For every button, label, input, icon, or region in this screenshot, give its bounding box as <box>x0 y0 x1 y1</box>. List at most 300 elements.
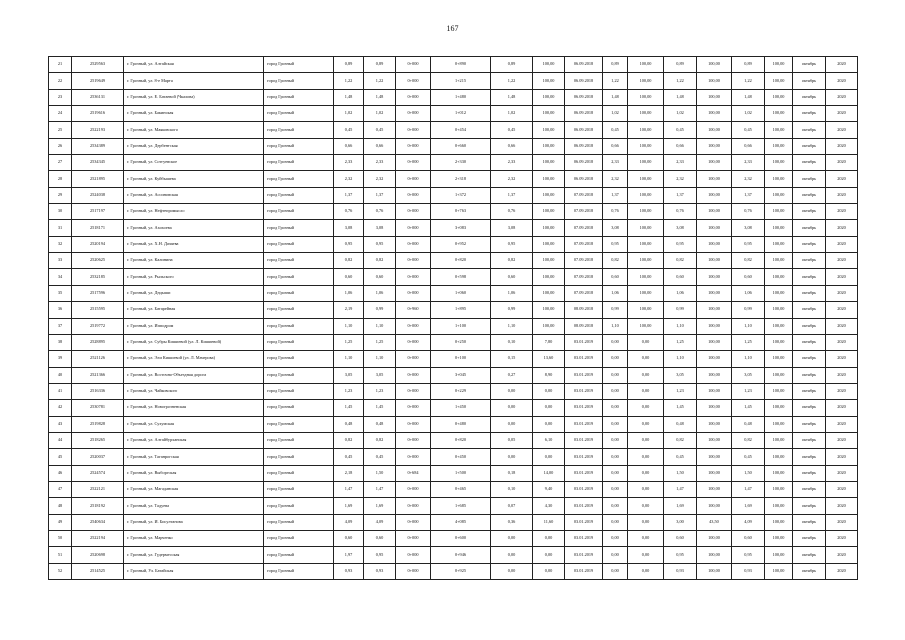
cell-road-id: 2517596 <box>72 285 124 301</box>
cell-row-number: 23 <box>49 89 72 105</box>
cell-year: 2020 <box>826 187 858 203</box>
cell-year: 2020 <box>826 171 858 187</box>
cell-section-length: 1,06 <box>364 285 396 301</box>
table-row <box>49 253 858 269</box>
cell-end-chainage: 0+450 <box>431 449 491 465</box>
cell-start-chainage: 0+000 <box>396 253 431 269</box>
cell-total-length: 1,48 <box>334 89 364 105</box>
cell-start-chainage: 0+000 <box>396 122 431 138</box>
cell-year: 2020 <box>826 547 858 563</box>
table-row <box>49 187 858 203</box>
cell-start-chainage: 0+000 <box>396 416 431 432</box>
cell-territory: город Грозный <box>264 383 334 399</box>
cell-percent-2019: 100,00 <box>697 122 732 138</box>
cell-year: 2020 <box>826 563 858 579</box>
cell-repaired-length: 0,15 <box>491 351 533 367</box>
cell-address: г. Грозный, ул. Таганрогская <box>124 449 264 465</box>
cell-total-length: 1,23 <box>334 383 364 399</box>
cell-address: г. Грозный, ул. Бакинская <box>124 106 264 122</box>
cell-percent-2020: 100,00 <box>765 302 793 318</box>
cell-row-number: 25 <box>49 122 72 138</box>
cell-territory: город Грозный <box>264 530 334 546</box>
cell-length-2020: 0,76 <box>732 204 765 220</box>
cell-repaired-percent: 100,00 <box>533 302 565 318</box>
cell-territory: город Грозный <box>264 432 334 448</box>
cell-length-2018: 0,82 <box>603 253 628 269</box>
cell-year: 2020 <box>826 530 858 546</box>
cell-territory: город Грозный <box>264 122 334 138</box>
cell-address: г. Грозный, Ул. Батайская <box>124 563 264 579</box>
table-row <box>49 57 858 73</box>
cell-repaired-length: 0,00 <box>491 416 533 432</box>
cell-year: 2020 <box>826 383 858 399</box>
cell-length-2019: 1,06 <box>664 285 697 301</box>
cell-road-id: 2524574 <box>72 465 124 481</box>
cell-length-2019: 1,48 <box>664 89 697 105</box>
cell-percent-2019: 100,00 <box>697 220 732 236</box>
cell-address: г. Грозный, ул. Тадуева <box>124 498 264 514</box>
cell-inspection-date: 03.01.2019 <box>565 449 603 465</box>
cell-percent-2018: 0,00 <box>628 449 664 465</box>
cell-year: 2020 <box>826 89 858 105</box>
cell-inspection-date: 03.01.2019 <box>565 416 603 432</box>
cell-inspection-date: 03.01.2019 <box>565 481 603 497</box>
cell-total-length: 0,60 <box>334 269 364 285</box>
cell-percent-2018: 100,00 <box>628 73 664 89</box>
cell-percent-2019: 100,00 <box>697 547 732 563</box>
cell-territory: город Грозный <box>264 400 334 416</box>
cell-percent-2018: 100,00 <box>628 253 664 269</box>
cell-percent-2018: 0,00 <box>628 547 664 563</box>
cell-repaired-percent: 0,00 <box>533 416 565 432</box>
cell-length-2018: 1,37 <box>603 187 628 203</box>
cell-month: октябрь <box>793 285 826 301</box>
cell-month: октябрь <box>793 498 826 514</box>
cell-road-id: 2530781 <box>72 400 124 416</box>
cell-start-chainage: 0+000 <box>396 171 431 187</box>
cell-repaired-length: 0,00 <box>491 563 533 579</box>
cell-road-id: 2520037 <box>72 449 124 465</box>
cell-repaired-length: 0,00 <box>491 547 533 563</box>
cell-end-chainage: 1+480 <box>431 89 491 105</box>
table-row <box>49 236 858 252</box>
cell-section-length: 4,09 <box>364 514 396 530</box>
cell-percent-2020: 100,00 <box>765 449 793 465</box>
road-repair-table <box>48 56 858 580</box>
cell-length-2018: 0,00 <box>603 383 628 399</box>
cell-percent-2019: 100,00 <box>697 367 732 383</box>
cell-percent-2018: 100,00 <box>628 155 664 171</box>
cell-percent-2020: 100,00 <box>765 155 793 171</box>
cell-inspection-date: 06.09.2018 <box>565 57 603 73</box>
cell-year: 2020 <box>826 236 858 252</box>
cell-row-number: 50 <box>49 530 72 546</box>
cell-length-2020: 4,09 <box>732 514 765 530</box>
cell-percent-2019: 100,00 <box>697 269 732 285</box>
cell-inspection-date: 07.09.2018 <box>565 269 603 285</box>
table-body <box>49 57 858 580</box>
table-row <box>49 383 858 399</box>
cell-road-id: 2534345 <box>72 155 124 171</box>
cell-year: 2020 <box>826 269 858 285</box>
cell-length-2020: 1,50 <box>732 465 765 481</box>
cell-length-2020: 0,45 <box>732 122 765 138</box>
cell-percent-2018: 100,00 <box>628 318 664 334</box>
cell-length-2018: 1,22 <box>603 73 628 89</box>
cell-road-id: 2517197 <box>72 204 124 220</box>
cell-total-length: 3,08 <box>334 220 364 236</box>
table-row <box>49 171 858 187</box>
table-row <box>49 334 858 350</box>
cell-percent-2019: 100,00 <box>697 449 732 465</box>
cell-length-2019: 2,32 <box>664 171 697 187</box>
cell-row-number: 28 <box>49 171 72 187</box>
cell-percent-2018: 100,00 <box>628 220 664 236</box>
cell-inspection-date: 07.09.2018 <box>565 204 603 220</box>
table-row <box>49 514 858 530</box>
cell-percent-2020: 100,00 <box>765 547 793 563</box>
cell-territory: город Грозный <box>264 563 334 579</box>
cell-length-2019: 1,50 <box>664 465 697 481</box>
cell-start-chainage: 0+000 <box>396 432 431 448</box>
cell-repaired-length: 0,05 <box>491 432 533 448</box>
cell-length-2020: 2,32 <box>732 171 765 187</box>
cell-section-length: 0,82 <box>364 253 396 269</box>
cell-repaired-length: 1,06 <box>491 285 533 301</box>
cell-end-chainage: 0+925 <box>431 563 491 579</box>
cell-repaired-percent: 100,00 <box>533 171 565 187</box>
cell-row-number: 36 <box>49 302 72 318</box>
cell-length-2020: 1,10 <box>732 351 765 367</box>
cell-percent-2018: 100,00 <box>628 106 664 122</box>
cell-end-chainage: 4+085 <box>431 514 491 530</box>
cell-month: октябрь <box>793 547 826 563</box>
cell-start-chainage: 0+000 <box>396 334 431 350</box>
cell-percent-2020: 100,00 <box>765 269 793 285</box>
cell-repaired-percent: 100,00 <box>533 155 565 171</box>
cell-row-number: 41 <box>49 383 72 399</box>
cell-length-2020: 1,37 <box>732 187 765 203</box>
cell-row-number: 39 <box>49 351 72 367</box>
cell-percent-2020: 100,00 <box>765 253 793 269</box>
cell-percent-2018: 100,00 <box>628 302 664 318</box>
cell-repaired-length: 1,02 <box>491 106 533 122</box>
cell-start-chainage: 0+000 <box>396 563 431 579</box>
cell-territory: город Грозный <box>264 138 334 154</box>
cell-section-length: 1,45 <box>364 400 396 416</box>
cell-length-2018: 2,33 <box>603 155 628 171</box>
cell-length-2019: 2,33 <box>664 155 697 171</box>
cell-month: октябрь <box>793 351 826 367</box>
cell-repaired-length: 0,07 <box>491 498 533 514</box>
cell-length-2020: 1,10 <box>732 318 765 334</box>
cell-total-length: 1,97 <box>334 547 364 563</box>
cell-row-number: 31 <box>49 220 72 236</box>
cell-percent-2018: 0,00 <box>628 416 664 432</box>
cell-road-id: 2521366 <box>72 367 124 383</box>
cell-road-id: 2519616 <box>72 106 124 122</box>
cell-length-2020: 1,22 <box>732 73 765 89</box>
cell-length-2020: 0,48 <box>732 416 765 432</box>
cell-start-chainage: 0+000 <box>396 400 431 416</box>
cell-repaired-percent: 100,00 <box>533 269 565 285</box>
cell-road-id: 2518192 <box>72 498 124 514</box>
cell-address: г. Грозный, ул. Дербентская <box>124 138 264 154</box>
cell-repaired-length: 0,36 <box>491 514 533 530</box>
cell-repaired-percent: 0,00 <box>533 563 565 579</box>
cell-percent-2018: 0,00 <box>628 514 664 530</box>
cell-end-chainage: 0+598 <box>431 269 491 285</box>
cell-repaired-length: 1,22 <box>491 73 533 89</box>
cell-repaired-length: 0,95 <box>491 236 533 252</box>
cell-repaired-percent: 4,30 <box>533 498 565 514</box>
cell-address: г. Грозный, ул. Чайковского <box>124 383 264 399</box>
cell-length-2020: 0,66 <box>732 138 765 154</box>
cell-length-2020: 0,95 <box>732 547 765 563</box>
cell-month: октябрь <box>793 138 826 154</box>
cell-address: г. Грозный, ул. Ассиновская <box>124 187 264 203</box>
cell-percent-2019: 100,00 <box>697 106 732 122</box>
cell-repaired-length: 0,66 <box>491 138 533 154</box>
cell-percent-2018: 0,00 <box>628 465 664 481</box>
cell-length-2019: 1,45 <box>664 400 697 416</box>
table-row <box>49 122 858 138</box>
cell-inspection-date: 03.01.2019 <box>565 400 603 416</box>
cell-address: г. Грозный, ул. Х.Н. Дачаева <box>124 236 264 252</box>
cell-row-number: 30 <box>49 204 72 220</box>
cell-length-2020: 1,45 <box>732 400 765 416</box>
table-row <box>49 416 858 432</box>
cell-inspection-date: 03.01.2019 <box>565 498 603 514</box>
cell-section-length: 0,93 <box>364 563 396 579</box>
cell-month: октябрь <box>793 106 826 122</box>
cell-start-chainage: 0+000 <box>396 220 431 236</box>
cell-total-length: 1,06 <box>334 285 364 301</box>
cell-section-length: 2,33 <box>364 155 396 171</box>
cell-percent-2020: 100,00 <box>765 89 793 105</box>
cell-length-2018: 0,99 <box>603 302 628 318</box>
cell-section-length: 0,66 <box>364 138 396 154</box>
cell-repaired-percent: 8,90 <box>533 367 565 383</box>
cell-inspection-date: 06.09.2018 <box>565 171 603 187</box>
cell-year: 2020 <box>826 367 858 383</box>
cell-total-length: 1,25 <box>334 334 364 350</box>
cell-percent-2019: 100,00 <box>697 416 732 432</box>
cell-end-chainage: 0+100 <box>431 351 491 367</box>
table-row <box>49 367 858 383</box>
cell-month: октябрь <box>793 530 826 546</box>
cell-row-number: 48 <box>49 498 72 514</box>
cell-end-chainage: 1+500 <box>431 465 491 481</box>
cell-repaired-percent: 100,00 <box>533 285 565 301</box>
cell-month: октябрь <box>793 171 826 187</box>
cell-length-2020: 1,48 <box>732 89 765 105</box>
cell-section-length: 1,22 <box>364 73 396 89</box>
cell-month: октябрь <box>793 269 826 285</box>
cell-inspection-date: 03.01.2019 <box>565 351 603 367</box>
cell-total-length: 1,45 <box>334 400 364 416</box>
cell-territory: город Грозный <box>264 547 334 563</box>
cell-percent-2020: 100,00 <box>765 318 793 334</box>
cell-road-id: 2514525 <box>72 563 124 579</box>
cell-start-chainage: 0+000 <box>396 155 431 171</box>
cell-address: г. Грозный, ул. Сотгуевское <box>124 155 264 171</box>
cell-address: г. Грозный, ул. Калинина <box>124 253 264 269</box>
cell-year: 2020 <box>826 155 858 171</box>
cell-inspection-date: 03.01.2019 <box>565 432 603 448</box>
cell-section-length: 1,48 <box>364 89 396 105</box>
cell-start-chainage: 0+000 <box>396 73 431 89</box>
cell-percent-2020: 100,00 <box>765 400 793 416</box>
cell-row-number: 32 <box>49 236 72 252</box>
cell-percent-2020: 100,00 <box>765 465 793 481</box>
cell-section-length: 0,95 <box>364 236 396 252</box>
cell-road-id: 2522194 <box>72 530 124 546</box>
cell-length-2018: 0,00 <box>603 449 628 465</box>
cell-length-2018: 0,00 <box>603 334 628 350</box>
cell-road-id: 2516336 <box>72 383 124 399</box>
cell-start-chainage: 0+000 <box>396 204 431 220</box>
cell-repaired-length: 0,00 <box>491 530 533 546</box>
cell-road-id: 2524038 <box>72 187 124 203</box>
cell-repaired-percent: 100,00 <box>533 204 565 220</box>
cell-year: 2020 <box>826 481 858 497</box>
cell-year: 2020 <box>826 318 858 334</box>
cell-month: октябрь <box>793 122 826 138</box>
cell-inspection-date: 06.09.2018 <box>565 122 603 138</box>
cell-length-2020: 0,93 <box>732 563 765 579</box>
cell-repaired-length: 1,10 <box>491 318 533 334</box>
cell-territory: город Грозный <box>264 57 334 73</box>
cell-percent-2018: 100,00 <box>628 285 664 301</box>
cell-row-number: 29 <box>49 187 72 203</box>
cell-row-number: 44 <box>49 432 72 448</box>
cell-percent-2019: 100,00 <box>697 187 732 203</box>
cell-start-chainage: 0+960 <box>396 302 431 318</box>
cell-repaired-length: 0,45 <box>491 122 533 138</box>
cell-end-chainage: 1+372 <box>431 187 491 203</box>
cell-total-length: 1,37 <box>334 187 364 203</box>
cell-address: г. Грозный, ул. Куйбышева <box>124 171 264 187</box>
cell-end-chainage: 0+660 <box>431 138 491 154</box>
cell-length-2018: 0,00 <box>603 547 628 563</box>
cell-length-2020: 0,45 <box>732 449 765 465</box>
cell-address: г. Грозный, ул. Восточно-Объездная дорога <box>124 367 264 383</box>
cell-length-2018: 1,10 <box>603 318 628 334</box>
cell-total-length: 0,95 <box>334 236 364 252</box>
cell-percent-2018: 0,00 <box>628 563 664 579</box>
cell-year: 2020 <box>826 285 858 301</box>
cell-length-2018: 0,00 <box>603 400 628 416</box>
cell-road-id: 2519828 <box>72 416 124 432</box>
cell-address: г. Грозный, ул. Алтайбурханская <box>124 432 264 448</box>
cell-percent-2019: 100,00 <box>697 400 732 416</box>
cell-address: г. Грозный, ул. Батарейная <box>124 302 264 318</box>
cell-year: 2020 <box>826 57 858 73</box>
cell-percent-2018: 100,00 <box>628 236 664 252</box>
cell-inspection-date: 03.01.2019 <box>565 514 603 530</box>
cell-percent-2020: 100,00 <box>765 416 793 432</box>
cell-section-length: 0,89 <box>364 57 396 73</box>
cell-length-2018: 1,06 <box>603 285 628 301</box>
cell-row-number: 38 <box>49 334 72 350</box>
cell-start-chainage: 0+000 <box>396 89 431 105</box>
cell-address: г. Грозный, ул. Гудермесская <box>124 547 264 563</box>
cell-percent-2019: 100,00 <box>697 465 732 481</box>
cell-section-length: 1,50 <box>364 465 396 481</box>
cell-repaired-length: 0,10 <box>491 481 533 497</box>
cell-section-length: 0,99 <box>364 302 396 318</box>
cell-road-id: 2536131 <box>72 89 124 105</box>
cell-row-number: 45 <box>49 449 72 465</box>
table-row <box>49 106 858 122</box>
cell-territory: город Грозный <box>264 236 334 252</box>
table-row <box>49 498 858 514</box>
cell-length-2018: 0,00 <box>603 367 628 383</box>
cell-inspection-date: 07.09.2018 <box>565 236 603 252</box>
cell-end-chainage: 0+946 <box>431 547 491 563</box>
cell-percent-2020: 100,00 <box>765 285 793 301</box>
cell-territory: город Грозный <box>264 187 334 203</box>
cell-row-number: 42 <box>49 400 72 416</box>
cell-percent-2020: 100,00 <box>765 204 793 220</box>
cell-repaired-length: 0,76 <box>491 204 533 220</box>
cell-percent-2020: 100,00 <box>765 106 793 122</box>
cell-row-number: 21 <box>49 57 72 73</box>
cell-percent-2018: 0,00 <box>628 367 664 383</box>
cell-length-2018: 0,89 <box>603 57 628 73</box>
cell-road-id: 2518265 <box>72 432 124 448</box>
cell-length-2018: 0,95 <box>603 236 628 252</box>
cell-end-chainage: 1+685 <box>431 498 491 514</box>
cell-year: 2020 <box>826 253 858 269</box>
cell-road-id: 2532185 <box>72 269 124 285</box>
cell-repaired-percent: 0,00 <box>533 530 565 546</box>
cell-total-length: 1,47 <box>334 481 364 497</box>
cell-inspection-date: 08.09.2018 <box>565 318 603 334</box>
cell-percent-2018: 100,00 <box>628 89 664 105</box>
cell-start-chainage: 0+684 <box>396 465 431 481</box>
cell-road-id: 2521895 <box>72 171 124 187</box>
cell-repaired-length: 0,00 <box>491 449 533 465</box>
cell-percent-2019: 100,00 <box>697 57 732 73</box>
cell-repaired-percent: 100,00 <box>533 187 565 203</box>
cell-percent-2020: 100,00 <box>765 432 793 448</box>
cell-total-length: 0,45 <box>334 449 364 465</box>
cell-percent-2019: 100,00 <box>697 155 732 171</box>
cell-road-id: 2522121 <box>72 481 124 497</box>
cell-address: г. Грозный, ул. Дндыши <box>124 285 264 301</box>
cell-territory: город Грозный <box>264 514 334 530</box>
cell-repaired-length: 2,33 <box>491 155 533 171</box>
cell-length-2020: 0,82 <box>732 253 765 269</box>
cell-section-length: 1,10 <box>364 351 396 367</box>
cell-repaired-length: 2,32 <box>491 171 533 187</box>
cell-total-length: 1,10 <box>334 318 364 334</box>
cell-total-length: 1,10 <box>334 351 364 367</box>
cell-repaired-percent: 7,80 <box>533 334 565 350</box>
cell-territory: город Грозный <box>264 449 334 465</box>
cell-end-chainage: 2+318 <box>431 171 491 187</box>
cell-percent-2019: 100,00 <box>697 73 732 89</box>
cell-inspection-date: 03.01.2019 <box>565 530 603 546</box>
cell-length-2019: 1,47 <box>664 481 697 497</box>
cell-length-2018: 0,00 <box>603 563 628 579</box>
cell-length-2020: 3,08 <box>732 220 765 236</box>
cell-percent-2020: 100,00 <box>765 498 793 514</box>
cell-section-length: 0,48 <box>364 416 396 432</box>
cell-inspection-date: 06.09.2018 <box>565 106 603 122</box>
